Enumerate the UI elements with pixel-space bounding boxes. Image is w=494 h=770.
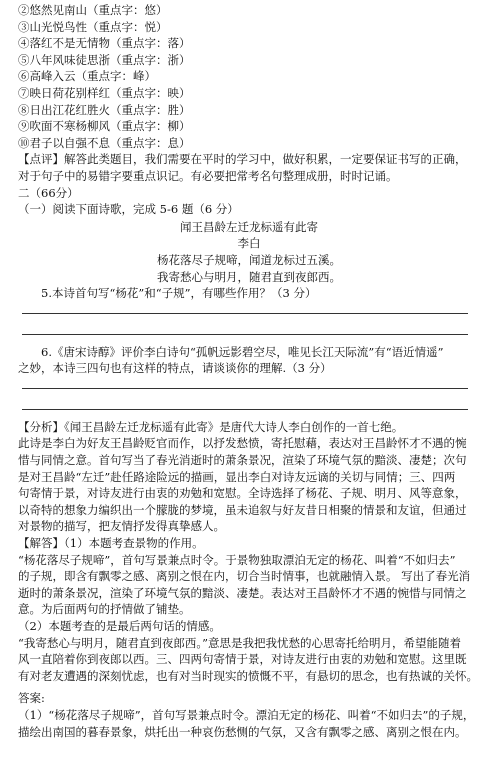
- question-line: 之妙，本诗三四句也有这样的特点，请谈谈你的理解.（3 分）: [18, 361, 332, 376]
- analysis-paragraph: [18, 419, 480, 535]
- solution-line: “杨花落尽子规啼”，首句写景兼点时令。于景物独取漂泊无定的杨花、叫着“不如归去”: [18, 552, 456, 567]
- list-item: ⑤八年风味徒思浙（重点字：浙）: [18, 52, 191, 67]
- solution-paragraph: [18, 535, 480, 684]
- question-6: [18, 344, 480, 377]
- poem-title: 闻王昌龄左迁龙标遥有此寄: [180, 219, 318, 234]
- poem-block: [18, 219, 480, 285]
- question-line: 6.《唐宋诗醇》评价李白诗句“孤帆远影碧空尽，唯见长江天际流”有“语近情遥”: [41, 344, 444, 359]
- analysis-line: 对景物的描写，把友情抒发得真挚感人。: [18, 519, 225, 534]
- solution-line: （2）本题考查的是最后两句话的情感。: [18, 619, 221, 633]
- list-item: ④落红不是无情物（重点字：落）: [18, 36, 191, 51]
- list-item: ⑩君子以自强不息（重点字：息）: [18, 135, 191, 150]
- solution-line: 意。为后面两句的抒情做了铺垫。: [18, 602, 191, 617]
- list-item: ⑦映日荷花别样红（重点字：映）: [18, 85, 191, 100]
- analysis-line: 句寄情于景，对诗友进行由衷的劝勉和宽慰。全诗选择了杨花、子规、明月、风等意象，: [18, 486, 467, 501]
- answers-line: （1）“杨花落尽子规啼”，首句写景兼点时令。漂泊无定的杨花、叫着“不如归去”的子规，: [18, 707, 475, 722]
- poem-line: 我寄愁心与明月，随君直到夜郎西。: [157, 269, 341, 284]
- solution-line: 风一直陪着你到夜郎以西。三、四两句寄情于景，对诗友进行由衷的劝勉和宽慰。这里既: [18, 652, 467, 667]
- analysis-line: 【分析】《闻王昌龄左迁龙标遥有此寄》是唐代大诗人李白创作的一首七绝。: [18, 419, 404, 434]
- solution-line: 有对老友遭遇的深刻忧虑，也有对当时现实的愤慨不平，有悬切的思念，也有热诚的关怀。: [18, 668, 478, 683]
- poem-author: 李白: [237, 236, 261, 251]
- answers-line: 描绘出南国的暮春景象，烘托出一种哀伤愁恻的气氛，又含有飘零之感、离别之恨在内。: [18, 724, 467, 739]
- analysis-line: 惜与同情之意。首句写当了春光消逝时的萧条景况，渲染了环境气氛的黯淡、凄楚；次句: [18, 453, 467, 468]
- list-item: ⑧日出江花红胜火（重点字：胜）: [18, 102, 191, 117]
- list-item: ⑨吹面不寒杨柳风（重点字：柳）: [18, 119, 191, 134]
- section-heading: 二（66分）: [18, 185, 79, 200]
- list-item: ③山光悦鸟性（重点字：悦）: [18, 19, 168, 34]
- solution-line: 的子规，即含有飘零之感、离别之恨在内，切合当时情事，也就融情入景。 写出了春光消: [18, 569, 471, 584]
- solution-line: 逝时的萧条景况，渲染了环境气氛的黯淡、凄楚。表达对王昌龄怀才不遇的惋惜与同情之: [18, 585, 467, 600]
- analysis-line: 以奇特的想象力编织出一个朦胧的梦境，虽未追叙与好友昔日相聚的情景和友谊，但通过: [18, 502, 467, 517]
- comment-line: 【点评】解答此类题目，我们需要在平时的学习中，做好积累，一定要保证书写的正确，: [18, 152, 467, 167]
- solution-line: 【解答】（1）本题考查景物的作用。: [18, 536, 204, 551]
- comment-paragraph: [18, 151, 480, 184]
- key-word-list: [18, 2, 480, 151]
- comment-line: 对于句子中的易错字要重点识记。有必要把常考名句整理成册，时时记诵。: [18, 168, 398, 183]
- question-5: 5.本诗首句写“杨花”和“子规”，有哪些作用？（3 分）: [41, 286, 317, 301]
- solution-line: “我寄愁心与明月，随君直到夜郎西。”意思是我把我忧愁的心思寄托给明月，希望能随着: [18, 635, 462, 650]
- answers-label: 答案:: [18, 691, 45, 706]
- answers-paragraph: [18, 707, 480, 740]
- answer-line[interactable]: [22, 302, 468, 314]
- answer-line[interactable]: [22, 377, 468, 389]
- list-item: ②悠然见南山（重点字：悠）: [18, 3, 168, 17]
- subsection-heading: （一）阅读下面诗歌，完成 5-6 题（6 分）: [18, 202, 239, 217]
- analysis-line: 是对王昌龄“左迁”赴任路途险远的描画，显出李白对诗友远谪的关切与同情；三、四两: [18, 469, 456, 484]
- answer-line[interactable]: [22, 323, 468, 335]
- answer-line[interactable]: [22, 398, 468, 410]
- poem-line: 杨花落尽子规啼，闻道龙标过五溪。: [157, 252, 341, 267]
- list-item: ⑥高峰入云（重点字：峰）: [18, 69, 156, 84]
- analysis-line: 此诗是李白为好友王昌龄贬官而作，以抒发愁愤，寄托慰藉，表达对王昌龄怀才不遇的惋: [18, 436, 467, 451]
